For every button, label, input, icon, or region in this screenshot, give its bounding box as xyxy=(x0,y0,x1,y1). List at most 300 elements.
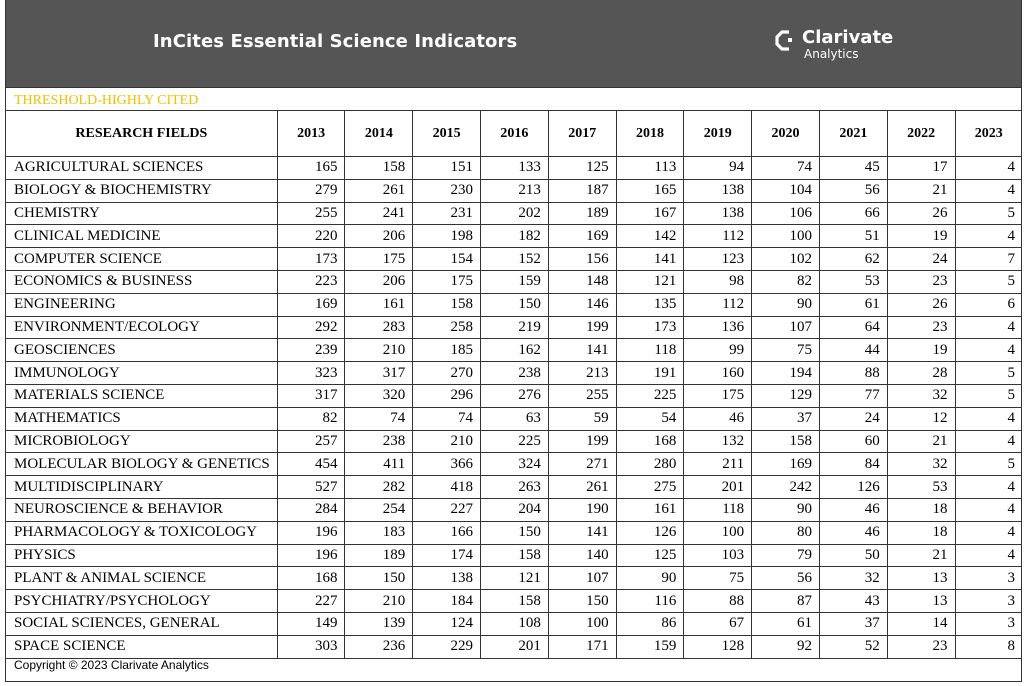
threshold-value-cell: 210 xyxy=(345,590,413,613)
threshold-value-cell: 366 xyxy=(413,453,481,476)
threshold-value-cell: 152 xyxy=(481,248,549,271)
table-row xyxy=(6,316,1022,339)
threshold-value-cell: 211 xyxy=(684,453,752,476)
threshold-value-cell: 4 xyxy=(955,498,1022,521)
threshold-value-cell: 158 xyxy=(345,157,413,180)
report-title: InCites Essential Science Indicators xyxy=(153,31,518,52)
threshold-value-cell: 320 xyxy=(345,384,413,407)
threshold-value-cell: 4 xyxy=(955,544,1022,567)
threshold-value-cell: 100 xyxy=(752,225,820,248)
threshold-value-cell: 317 xyxy=(345,362,413,385)
threshold-value-cell: 23 xyxy=(887,316,955,339)
threshold-value-cell: 126 xyxy=(616,521,684,544)
threshold-value-cell: 213 xyxy=(481,179,549,202)
threshold-value-cell: 418 xyxy=(413,476,481,499)
threshold-value-cell: 196 xyxy=(277,521,345,544)
threshold-value-cell: 225 xyxy=(616,384,684,407)
threshold-value-cell: 60 xyxy=(819,430,887,453)
threshold-value-cell: 32 xyxy=(887,384,955,407)
table-row xyxy=(6,476,1022,499)
threshold-value-cell: 19 xyxy=(887,225,955,248)
threshold-value-cell: 5 xyxy=(955,202,1022,225)
threshold-value-cell: 257 xyxy=(277,430,345,453)
brand-name: Clarivate xyxy=(802,27,894,48)
threshold-value-cell: 162 xyxy=(481,339,549,362)
research-field-cell: ECONOMICS & BUSINESS xyxy=(6,270,277,293)
threshold-value-cell: 75 xyxy=(684,567,752,590)
threshold-value-cell: 118 xyxy=(616,339,684,362)
threshold-value-cell: 255 xyxy=(277,202,345,225)
threshold-value-cell: 116 xyxy=(616,590,684,613)
threshold-value-cell: 527 xyxy=(277,476,345,499)
threshold-value-cell: 270 xyxy=(413,362,481,385)
research-field-cell: MOLECULAR BIOLOGY & GENETICS xyxy=(6,453,277,476)
table-row xyxy=(6,612,1022,635)
threshold-value-cell: 138 xyxy=(684,179,752,202)
table-row xyxy=(6,453,1022,476)
threshold-value-cell: 108 xyxy=(481,612,549,635)
threshold-value-cell: 63 xyxy=(481,407,549,430)
threshold-value-cell: 4 xyxy=(955,430,1022,453)
threshold-value-cell: 132 xyxy=(684,430,752,453)
threshold-value-cell: 80 xyxy=(752,521,820,544)
threshold-value-cell: 141 xyxy=(548,339,616,362)
threshold-value-cell: 150 xyxy=(481,293,549,316)
threshold-value-cell: 51 xyxy=(819,225,887,248)
threshold-value-cell: 258 xyxy=(413,316,481,339)
threshold-value-cell: 88 xyxy=(684,590,752,613)
threshold-value-cell: 161 xyxy=(616,498,684,521)
threshold-value-cell: 4 xyxy=(955,476,1022,499)
header-banner xyxy=(6,0,1021,88)
table-row xyxy=(6,293,1022,316)
column-header: 2021 xyxy=(819,111,887,157)
threshold-value-cell: 190 xyxy=(548,498,616,521)
threshold-value-cell: 24 xyxy=(819,407,887,430)
table-row xyxy=(6,430,1022,453)
threshold-value-cell: 3 xyxy=(955,612,1022,635)
table-row xyxy=(6,567,1022,590)
table-row xyxy=(6,179,1022,202)
threshold-value-cell: 146 xyxy=(548,293,616,316)
threshold-value-cell: 206 xyxy=(345,270,413,293)
threshold-value-cell: 261 xyxy=(548,476,616,499)
threshold-value-cell: 165 xyxy=(277,157,345,180)
threshold-value-cell: 175 xyxy=(413,270,481,293)
threshold-value-cell: 18 xyxy=(887,521,955,544)
threshold-value-cell: 75 xyxy=(752,339,820,362)
table-row xyxy=(6,157,1022,180)
threshold-value-cell: 158 xyxy=(752,430,820,453)
threshold-value-cell: 53 xyxy=(887,476,955,499)
threshold-value-cell: 158 xyxy=(481,590,549,613)
threshold-value-cell: 18 xyxy=(887,498,955,521)
threshold-value-cell: 156 xyxy=(548,248,616,271)
threshold-value-cell: 61 xyxy=(752,612,820,635)
threshold-value-cell: 88 xyxy=(819,362,887,385)
threshold-value-cell: 126 xyxy=(819,476,887,499)
threshold-value-cell: 84 xyxy=(819,453,887,476)
threshold-value-cell: 3 xyxy=(955,567,1022,590)
research-field-cell: MULTIDISCIPLINARY xyxy=(6,476,277,499)
threshold-value-cell: 32 xyxy=(887,453,955,476)
threshold-value-cell: 231 xyxy=(413,202,481,225)
threshold-value-cell: 141 xyxy=(548,521,616,544)
column-header: 2013 xyxy=(277,111,345,157)
table-body xyxy=(6,157,1022,659)
threshold-value-cell: 52 xyxy=(819,635,887,658)
threshold-value-cell: 8 xyxy=(955,635,1022,658)
threshold-value-cell: 3 xyxy=(955,590,1022,613)
threshold-value-cell: 124 xyxy=(413,612,481,635)
table-row xyxy=(6,339,1022,362)
threshold-value-cell: 198 xyxy=(413,225,481,248)
threshold-value-cell: 189 xyxy=(345,544,413,567)
threshold-value-cell: 254 xyxy=(345,498,413,521)
threshold-value-cell: 158 xyxy=(413,293,481,316)
threshold-value-cell: 292 xyxy=(277,316,345,339)
threshold-value-cell: 4 xyxy=(955,179,1022,202)
threshold-value-cell: 150 xyxy=(548,590,616,613)
threshold-value-cell: 5 xyxy=(955,384,1022,407)
threshold-value-cell: 23 xyxy=(887,270,955,293)
table-row xyxy=(6,498,1022,521)
column-header: 2018 xyxy=(616,111,684,157)
threshold-value-cell: 4 xyxy=(955,521,1022,544)
threshold-value-cell: 220 xyxy=(277,225,345,248)
threshold-value-cell: 227 xyxy=(277,590,345,613)
threshold-value-cell: 229 xyxy=(413,635,481,658)
threshold-value-cell: 13 xyxy=(887,590,955,613)
threshold-value-cell: 94 xyxy=(684,157,752,180)
threshold-value-cell: 98 xyxy=(684,270,752,293)
threshold-value-cell: 225 xyxy=(481,430,549,453)
threshold-value-cell: 194 xyxy=(752,362,820,385)
threshold-value-cell: 150 xyxy=(481,521,549,544)
threshold-value-cell: 283 xyxy=(345,316,413,339)
threshold-value-cell: 275 xyxy=(616,476,684,499)
research-field-cell: MICROBIOLOGY xyxy=(6,430,277,453)
threshold-value-cell: 196 xyxy=(277,544,345,567)
table-row xyxy=(6,248,1022,271)
threshold-value-cell: 56 xyxy=(819,179,887,202)
threshold-value-cell: 37 xyxy=(752,407,820,430)
threshold-value-cell: 4 xyxy=(955,407,1022,430)
research-field-cell: MATHEMATICS xyxy=(6,407,277,430)
threshold-value-cell: 74 xyxy=(413,407,481,430)
threshold-value-cell: 204 xyxy=(481,498,549,521)
threshold-value-cell: 61 xyxy=(819,293,887,316)
threshold-value-cell: 159 xyxy=(616,635,684,658)
threshold-label: THRESHOLD-HIGHLY CITED xyxy=(14,93,199,108)
threshold-value-cell: 169 xyxy=(548,225,616,248)
threshold-value-cell: 66 xyxy=(819,202,887,225)
research-field-cell: PSYCHIATRY/PSYCHOLOGY xyxy=(6,590,277,613)
threshold-value-cell: 125 xyxy=(616,544,684,567)
report-frame xyxy=(5,0,1022,682)
threshold-value-cell: 303 xyxy=(277,635,345,658)
threshold-value-cell: 171 xyxy=(548,635,616,658)
threshold-value-cell: 199 xyxy=(548,430,616,453)
threshold-value-cell: 239 xyxy=(277,339,345,362)
threshold-value-cell: 166 xyxy=(413,521,481,544)
threshold-value-cell: 135 xyxy=(616,293,684,316)
threshold-value-cell: 227 xyxy=(413,498,481,521)
research-field-cell: PHYSICS xyxy=(6,544,277,567)
research-field-cell: ENGINEERING xyxy=(6,293,277,316)
table-row xyxy=(6,521,1022,544)
threshold-value-cell: 242 xyxy=(752,476,820,499)
threshold-value-cell: 154 xyxy=(413,248,481,271)
threshold-value-cell: 113 xyxy=(616,157,684,180)
threshold-value-cell: 133 xyxy=(481,157,549,180)
threshold-value-cell: 128 xyxy=(684,635,752,658)
threshold-value-cell: 174 xyxy=(413,544,481,567)
research-field-cell: MATERIALS SCIENCE xyxy=(6,384,277,407)
threshold-value-cell: 184 xyxy=(413,590,481,613)
threshold-value-cell: 74 xyxy=(752,157,820,180)
threshold-value-cell: 43 xyxy=(819,590,887,613)
threshold-value-cell: 223 xyxy=(277,270,345,293)
threshold-value-cell: 118 xyxy=(684,498,752,521)
threshold-value-cell: 45 xyxy=(819,157,887,180)
threshold-value-cell: 454 xyxy=(277,453,345,476)
threshold-value-cell: 4 xyxy=(955,225,1022,248)
threshold-value-cell: 53 xyxy=(819,270,887,293)
research-field-cell: ENVIRONMENT/ECOLOGY xyxy=(6,316,277,339)
copyright-text: Copyright © 2023 Clarivate Analytics xyxy=(14,658,209,672)
column-header: 2017 xyxy=(548,111,616,157)
threshold-value-cell: 169 xyxy=(752,453,820,476)
threshold-value-cell: 219 xyxy=(481,316,549,339)
table-header-row xyxy=(6,111,1022,157)
threshold-value-cell: 82 xyxy=(752,270,820,293)
threshold-value-cell: 5 xyxy=(955,453,1022,476)
threshold-value-cell: 50 xyxy=(819,544,887,567)
threshold-value-cell: 46 xyxy=(819,521,887,544)
threshold-value-cell: 201 xyxy=(684,476,752,499)
brand-subtitle: Analytics xyxy=(804,47,859,61)
threshold-value-cell: 104 xyxy=(752,179,820,202)
table-row xyxy=(6,407,1022,430)
threshold-value-cell: 230 xyxy=(413,179,481,202)
threshold-value-cell: 317 xyxy=(277,384,345,407)
threshold-value-cell: 62 xyxy=(819,248,887,271)
threshold-table xyxy=(6,110,1022,659)
threshold-value-cell: 142 xyxy=(616,225,684,248)
threshold-value-cell: 324 xyxy=(481,453,549,476)
threshold-value-cell: 121 xyxy=(616,270,684,293)
threshold-value-cell: 159 xyxy=(481,270,549,293)
threshold-value-cell: 4 xyxy=(955,316,1022,339)
threshold-value-cell: 64 xyxy=(819,316,887,339)
threshold-value-cell: 202 xyxy=(481,202,549,225)
threshold-value-cell: 199 xyxy=(548,316,616,339)
threshold-value-cell: 112 xyxy=(684,225,752,248)
threshold-value-cell: 54 xyxy=(616,407,684,430)
threshold-value-cell: 138 xyxy=(684,202,752,225)
threshold-value-cell: 99 xyxy=(684,339,752,362)
threshold-value-cell: 13 xyxy=(887,567,955,590)
research-field-cell: CLINICAL MEDICINE xyxy=(6,225,277,248)
threshold-value-cell: 77 xyxy=(819,384,887,407)
threshold-value-cell: 191 xyxy=(616,362,684,385)
threshold-value-cell: 183 xyxy=(345,521,413,544)
threshold-value-cell: 263 xyxy=(481,476,549,499)
column-header: RESEARCH FIELDS xyxy=(6,111,277,157)
threshold-value-cell: 175 xyxy=(345,248,413,271)
threshold-value-cell: 185 xyxy=(413,339,481,362)
threshold-value-cell: 87 xyxy=(752,590,820,613)
threshold-value-cell: 5 xyxy=(955,362,1022,385)
threshold-value-cell: 213 xyxy=(548,362,616,385)
threshold-value-cell: 151 xyxy=(413,157,481,180)
threshold-value-cell: 255 xyxy=(548,384,616,407)
threshold-value-cell: 103 xyxy=(684,544,752,567)
research-field-cell: SPACE SCIENCE xyxy=(6,635,277,658)
column-header: 2019 xyxy=(684,111,752,157)
threshold-value-cell: 150 xyxy=(345,567,413,590)
threshold-value-cell: 90 xyxy=(616,567,684,590)
column-header: 2020 xyxy=(752,111,820,157)
table-row xyxy=(6,270,1022,293)
column-header: 2016 xyxy=(481,111,549,157)
threshold-value-cell: 74 xyxy=(345,407,413,430)
research-field-cell: CHEMISTRY xyxy=(6,202,277,225)
table-row xyxy=(6,590,1022,613)
threshold-value-cell: 4 xyxy=(955,339,1022,362)
threshold-value-cell: 5 xyxy=(955,270,1022,293)
threshold-value-cell: 201 xyxy=(481,635,549,658)
threshold-value-cell: 90 xyxy=(752,293,820,316)
threshold-value-cell: 139 xyxy=(345,612,413,635)
threshold-value-cell: 17 xyxy=(887,157,955,180)
research-field-cell: AGRICULTURAL SCIENCES xyxy=(6,157,277,180)
column-header: 2014 xyxy=(345,111,413,157)
threshold-value-cell: 59 xyxy=(548,407,616,430)
threshold-value-cell: 107 xyxy=(752,316,820,339)
threshold-value-cell: 182 xyxy=(481,225,549,248)
threshold-value-cell: 161 xyxy=(345,293,413,316)
threshold-value-cell: 279 xyxy=(277,179,345,202)
threshold-value-cell: 6 xyxy=(955,293,1022,316)
threshold-value-cell: 67 xyxy=(684,612,752,635)
threshold-value-cell: 210 xyxy=(413,430,481,453)
research-field-cell: PHARMACOLOGY & TOXICOLOGY xyxy=(6,521,277,544)
threshold-value-cell: 121 xyxy=(481,567,549,590)
threshold-value-cell: 107 xyxy=(548,567,616,590)
column-header: 2023 xyxy=(955,111,1022,157)
research-field-cell: NEUROSCIENCE & BEHAVIOR xyxy=(6,498,277,521)
threshold-value-cell: 140 xyxy=(548,544,616,567)
threshold-value-cell: 37 xyxy=(819,612,887,635)
threshold-value-cell: 56 xyxy=(752,567,820,590)
threshold-value-cell: 44 xyxy=(819,339,887,362)
threshold-value-cell: 21 xyxy=(887,179,955,202)
research-field-cell: IMMUNOLOGY xyxy=(6,362,277,385)
threshold-value-cell: 238 xyxy=(345,430,413,453)
threshold-value-cell: 32 xyxy=(819,567,887,590)
threshold-value-cell: 26 xyxy=(887,202,955,225)
threshold-value-cell: 149 xyxy=(277,612,345,635)
table-row xyxy=(6,384,1022,407)
threshold-value-cell: 100 xyxy=(548,612,616,635)
threshold-value-cell: 112 xyxy=(684,293,752,316)
threshold-value-cell: 82 xyxy=(277,407,345,430)
threshold-value-cell: 148 xyxy=(548,270,616,293)
clarivate-logo-icon xyxy=(774,29,796,51)
threshold-value-cell: 210 xyxy=(345,339,413,362)
threshold-value-cell: 86 xyxy=(616,612,684,635)
threshold-value-cell: 189 xyxy=(548,202,616,225)
threshold-value-cell: 125 xyxy=(548,157,616,180)
threshold-value-cell: 187 xyxy=(548,179,616,202)
threshold-value-cell: 79 xyxy=(752,544,820,567)
threshold-value-cell: 175 xyxy=(684,384,752,407)
threshold-value-cell: 21 xyxy=(887,430,955,453)
threshold-value-cell: 165 xyxy=(616,179,684,202)
column-header: 2015 xyxy=(413,111,481,157)
threshold-value-cell: 136 xyxy=(684,316,752,339)
threshold-value-cell: 19 xyxy=(887,339,955,362)
threshold-value-cell: 169 xyxy=(277,293,345,316)
threshold-value-cell: 100 xyxy=(684,521,752,544)
threshold-value-cell: 241 xyxy=(345,202,413,225)
threshold-value-cell: 158 xyxy=(481,544,549,567)
threshold-value-cell: 271 xyxy=(548,453,616,476)
research-field-cell: COMPUTER SCIENCE xyxy=(6,248,277,271)
threshold-value-cell: 282 xyxy=(345,476,413,499)
table-row xyxy=(6,544,1022,567)
threshold-value-cell: 102 xyxy=(752,248,820,271)
threshold-value-cell: 168 xyxy=(277,567,345,590)
threshold-value-cell: 167 xyxy=(616,202,684,225)
threshold-value-cell: 138 xyxy=(413,567,481,590)
threshold-value-cell: 141 xyxy=(616,248,684,271)
threshold-value-cell: 23 xyxy=(887,635,955,658)
threshold-value-cell: 21 xyxy=(887,544,955,567)
threshold-value-cell: 238 xyxy=(481,362,549,385)
threshold-value-cell: 7 xyxy=(955,248,1022,271)
table-row xyxy=(6,362,1022,385)
table-row xyxy=(6,635,1022,658)
threshold-value-cell: 261 xyxy=(345,179,413,202)
threshold-value-cell: 168 xyxy=(616,430,684,453)
threshold-value-cell: 28 xyxy=(887,362,955,385)
threshold-value-cell: 46 xyxy=(819,498,887,521)
threshold-value-cell: 24 xyxy=(887,248,955,271)
threshold-value-cell: 160 xyxy=(684,362,752,385)
research-field-cell: PLANT & ANIMAL SCIENCE xyxy=(6,567,277,590)
research-field-cell: SOCIAL SCIENCES, GENERAL xyxy=(6,612,277,635)
research-field-cell: GEOSCIENCES xyxy=(6,339,277,362)
threshold-value-cell: 284 xyxy=(277,498,345,521)
threshold-value-cell: 323 xyxy=(277,362,345,385)
threshold-value-cell: 106 xyxy=(752,202,820,225)
threshold-value-cell: 236 xyxy=(345,635,413,658)
threshold-value-cell: 129 xyxy=(752,384,820,407)
threshold-value-cell: 4 xyxy=(955,157,1022,180)
threshold-value-cell: 92 xyxy=(752,635,820,658)
threshold-value-cell: 276 xyxy=(481,384,549,407)
threshold-value-cell: 296 xyxy=(413,384,481,407)
column-header: 2022 xyxy=(887,111,955,157)
threshold-value-cell: 173 xyxy=(616,316,684,339)
table-row xyxy=(6,225,1022,248)
threshold-value-cell: 411 xyxy=(345,453,413,476)
threshold-value-cell: 46 xyxy=(684,407,752,430)
threshold-value-cell: 280 xyxy=(616,453,684,476)
